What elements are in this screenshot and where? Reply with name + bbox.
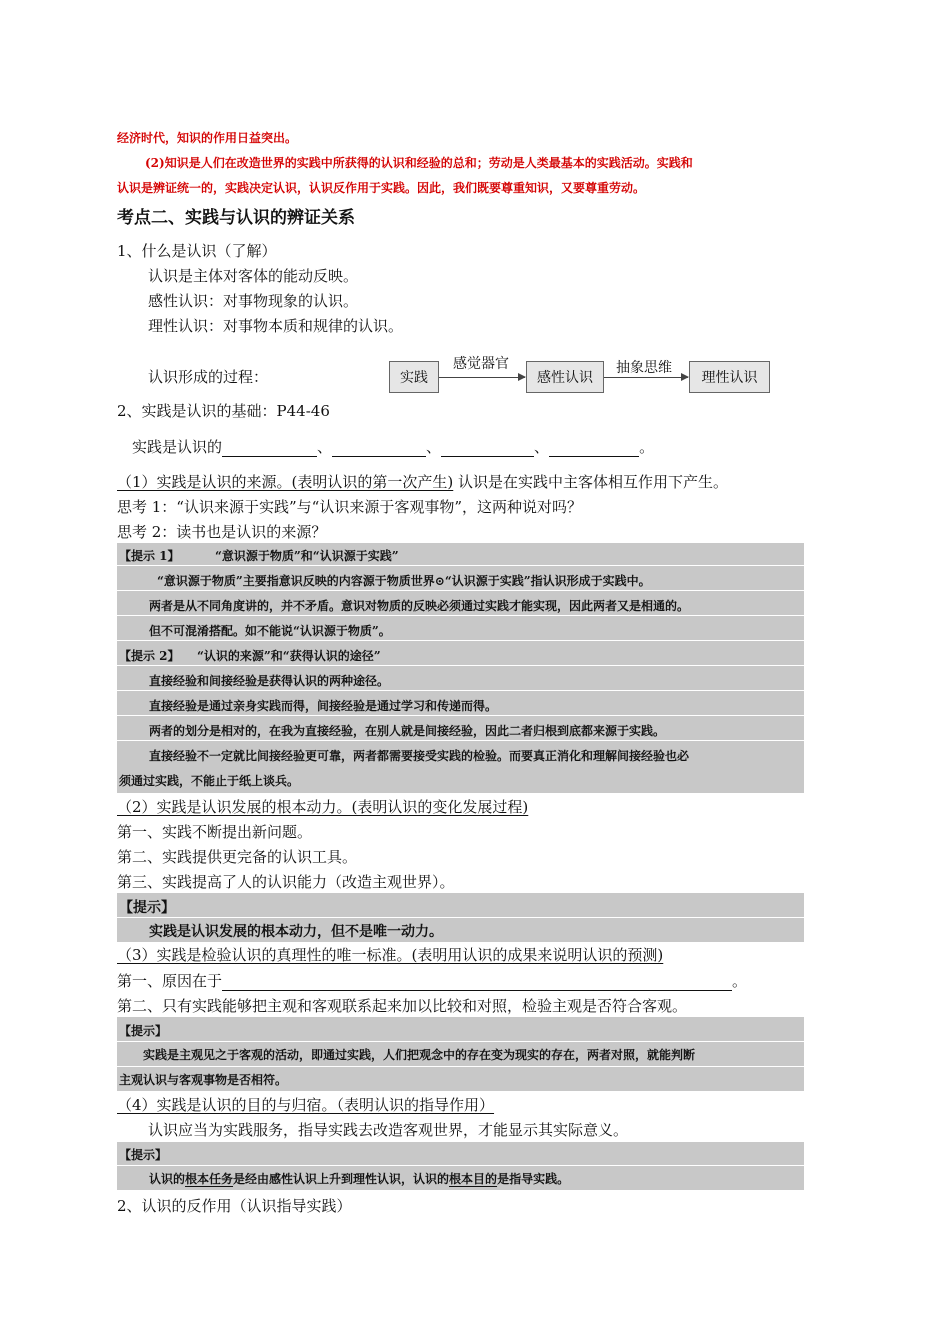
blank-2	[332, 442, 426, 457]
tip4-underlined-2: 根本目的	[449, 1172, 498, 1186]
tip2-title: “认识的来源”和“获得认识的途径”	[197, 649, 381, 663]
tip-label: 【提示】	[119, 1024, 168, 1038]
part2-heading: 2、实践是认识的基础：P44-46	[117, 402, 330, 420]
tip2-line-3: 两者的划分是相对的，在我为直接经验，在别人就是间接经验，因此二者归根到底都来源于实践。	[149, 724, 666, 738]
point1-title: （1）实践是认识的来源。(表明认识的第一次产生)	[117, 473, 454, 491]
tip4-part-1: 认识的	[149, 1172, 186, 1186]
tip3-line-1: 实践是主观见之于客观的活动，即通过实践，人们把观念中的存在变为现实的存在，两者对照，就能判断	[143, 1048, 696, 1062]
intro-line-3: 认识是辨证统一的，实践决定认识，认识反作用于实践。因此，我们既要尊重知识，又要尊重劳动。	[117, 181, 646, 195]
definition-perceptual: 感性认识：对事物现象的认识。	[148, 292, 359, 310]
process-label: 认识形成的过程：	[148, 368, 269, 386]
part3-heading: 2、认识的反作用（认识指导实践）	[117, 1197, 352, 1215]
tip2-line-2: 直接经验是通过亲身实践而得，间接经验是通过学习和传递而得。	[149, 699, 498, 713]
tip1-line-3: 但不可混淆搭配。如不能说“认识源于物质”。	[149, 624, 391, 638]
point3-line-a	[117, 970, 747, 991]
point2-line-b: 第二、实践提供更完备的认识工具。	[117, 848, 358, 866]
tip2-line-5: 须通过实践，不能止于纸上谈兵。	[119, 774, 300, 788]
fill-in-line	[132, 436, 654, 457]
think-question-1: 思考 1：“认识来源于实践”与“认识来源于客观事物”，这两种说对吗？	[117, 498, 582, 516]
point3-title: （3）实践是检验认识的真理性的唯一标准。(表明用认识的成果来说明认识的预测)	[117, 946, 664, 964]
intro-line-2: (2)知识是人们在改造世界的实践中所获得的认识和经验的总和；劳动是人类最基本的实践活动。实践和	[145, 156, 693, 170]
diagram-box-practice: 实践	[389, 361, 439, 393]
point4-title: （4）实践是认识的目的与归宿。（表明认识的指导作用）	[117, 1096, 495, 1114]
think-question-2: 思考 2：读书也是认识的来源？	[117, 523, 327, 541]
point1-line	[117, 471, 728, 492]
point4-text: 认识应当为实践服务，指导实践去改造客观世界，才能显示其实际意义。	[148, 1121, 629, 1139]
section-title: 考点二、实践与认识的辨证关系	[117, 208, 355, 228]
tip4-text	[149, 1170, 569, 1187]
point2-line-c: 第三、实践提高了人的认识能力（改造主观世界）。	[117, 873, 455, 891]
tip4-part-3: 是指导实践。	[497, 1172, 570, 1186]
separator: 、	[317, 438, 333, 456]
tip-block-1	[117, 543, 804, 793]
blank-3	[441, 442, 534, 457]
tip-label: 【提示】	[119, 900, 175, 916]
diagram-label-sense-organs: 感觉器官	[453, 356, 509, 372]
tip2-line-4: 直接经验不一定就比间接经验更可靠，两者都需要接受实践的检验。而要真正消化和理解间接经验也必	[149, 749, 690, 763]
tip-block-4	[117, 1142, 804, 1190]
tip1-title: “意识源于物质”和“认识源于实践”	[215, 549, 399, 563]
blank-1	[222, 442, 317, 457]
tip4-part-2: 是经由感性认识上升到理性认识，认识的	[233, 1172, 450, 1186]
separator: 、	[534, 438, 550, 456]
point2-line-a: 第一、实践不断提出新问题。	[117, 823, 313, 841]
blank-reason	[222, 976, 732, 991]
tip-block-3	[117, 1017, 804, 1091]
diagram-label-abstract-thinking: 抽象思维	[616, 360, 672, 376]
fill-prefix: 实践是认识的	[132, 438, 223, 456]
tip2-label: 【提示 2】	[119, 649, 180, 663]
tip2-line-1: 直接经验和间接经验是获得认识的两种途径。	[149, 674, 390, 688]
tip-label: 【提示】	[119, 1148, 168, 1162]
point1-rest: 认识是在实践中主客体相互作用下产生。	[453, 473, 729, 491]
point3-line-a-prefix: 第一、原因在于	[117, 972, 223, 990]
separator: 、	[426, 438, 442, 456]
tip4-underlined-1: 根本任务	[185, 1172, 234, 1186]
tip3-line-2: 主观认识与客观事物是否相符。	[119, 1073, 288, 1087]
definition-cognition: 认识是主体对客体的能动反映。	[148, 267, 359, 285]
definition-rational: 理性认识：对事物本质和规律的认识。	[148, 317, 404, 335]
arrow-1-icon	[439, 377, 525, 378]
point2-title: （2）实践是认识发展的根本动力。(表明认识的变化发展过程)	[117, 798, 529, 816]
arrow-2-icon	[604, 377, 688, 378]
tip-text: 实践是认识发展的根本动力，但不是唯一动力。	[149, 924, 443, 940]
tip1-line-1: “意识源于物质”主要指意识反映的内容源于物质世界⊙“认识源于实践”指认识形成于实践中。	[157, 574, 651, 588]
period: 。	[639, 438, 655, 456]
blank-4	[549, 442, 639, 457]
tip1-label: 【提示 1】	[119, 549, 180, 563]
point3-line-b: 第二、只有实践能够把主观和客观联系起来加以比较和对照，检验主观是否符合客观。	[117, 997, 688, 1015]
diagram-box-perceptual: 感性认识	[526, 361, 604, 393]
intro-line-1: 经济时代，知识的作用日益突出。	[117, 131, 298, 145]
tip1-line-2: 两者是从不同角度讲的，并不矛盾。意识对物质的反映必须通过实践才能实现，因此两者又是相通的。	[149, 599, 690, 613]
tip-block-2	[117, 893, 804, 942]
part1-heading: 1、什么是认识（了解）	[117, 242, 277, 260]
diagram-box-rational: 理性认识	[689, 361, 770, 393]
period: 。	[732, 972, 748, 990]
